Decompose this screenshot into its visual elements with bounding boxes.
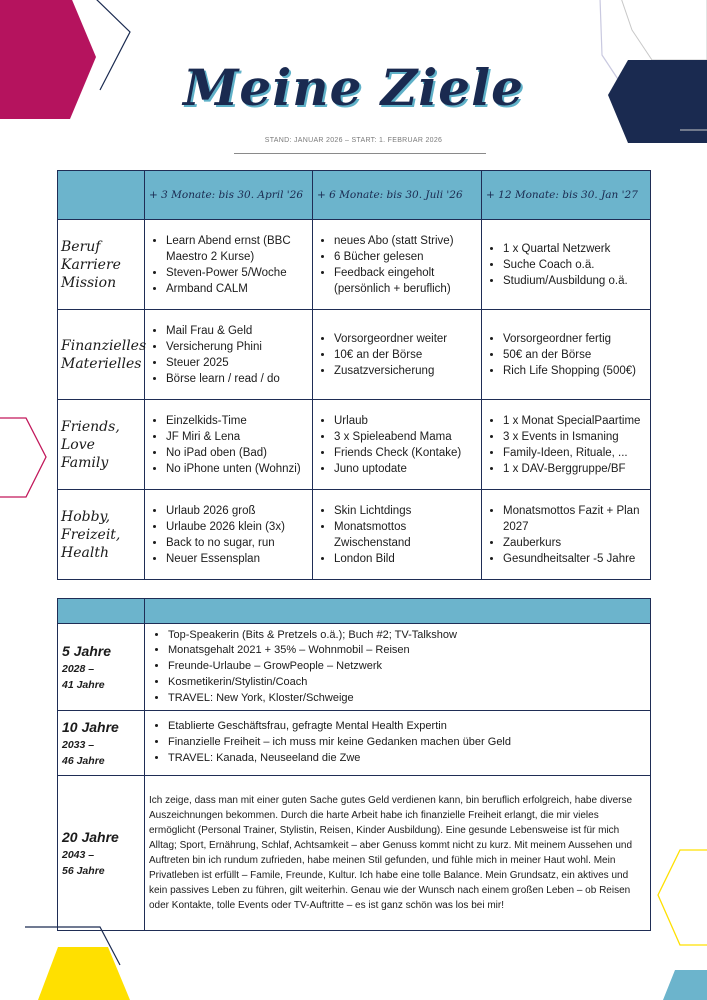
goal-cell bbox=[145, 400, 313, 490]
goal-item: • Zauberkurs bbox=[503, 535, 648, 551]
horizon-item: • TRAVEL: Kanada, Neuseeland die Zwe bbox=[168, 751, 649, 767]
row-label-line: Finanzielles bbox=[61, 337, 147, 354]
goal-cell bbox=[313, 400, 482, 490]
goal-item: • Zusatzversicherung bbox=[334, 363, 479, 379]
goal-item: • Gesundheitsalter -5 Jahre bbox=[503, 551, 648, 567]
row-label-line: Beruf bbox=[61, 238, 101, 255]
goal-item: • Mail Frau & Geld bbox=[166, 323, 310, 339]
page-title: Meine Ziele bbox=[183, 58, 524, 117]
row-label-line: Friends, bbox=[61, 418, 120, 435]
row-label-line: Karriere bbox=[61, 256, 121, 273]
row-label-hobby bbox=[58, 490, 145, 580]
goal-item: • Monatsmottos Zwischenstand bbox=[334, 519, 479, 551]
row-label-line: Hobby, bbox=[61, 508, 111, 525]
horizon-sub: 2028 – bbox=[62, 662, 95, 675]
goal-item: • Studium/Ausbildung o.ä. bbox=[503, 273, 648, 289]
goal-item: • Armband CALM bbox=[166, 281, 310, 297]
horizon-sub: 2043 – bbox=[62, 848, 95, 861]
goal-item: • 3 x Events in Ismaning bbox=[503, 429, 648, 445]
goals-row-hobby bbox=[58, 490, 651, 580]
goal-item: • Rich Life Shopping (500€) bbox=[503, 363, 648, 379]
goal-item: • Urlaub 2026 groß bbox=[166, 503, 310, 519]
goal-item: • No iPhone unten (Wohnzi) bbox=[166, 461, 310, 477]
goal-item: • Feedback eingeholt (persönlich + beruflich) bbox=[334, 265, 479, 297]
goals-row-career bbox=[58, 220, 651, 310]
horizon-label bbox=[58, 711, 145, 776]
goal-cell bbox=[145, 490, 313, 580]
subtitle-divider bbox=[234, 153, 486, 154]
goal-item: • Neuer Essensplan bbox=[166, 551, 310, 567]
goal-item: • Einzelkids-Time bbox=[166, 413, 310, 429]
goal-item: • 6 Bücher gelesen bbox=[334, 249, 479, 265]
row-label-line: Health bbox=[61, 544, 109, 561]
horizon-item: • Finanzielle Freiheit – ich muss mir keine Gedanken machen über Geld bbox=[168, 735, 649, 751]
row-label-line: Love bbox=[61, 436, 95, 453]
horizon-title: 10 Jahre bbox=[62, 718, 119, 735]
goal-item: • Back to no sugar, run bbox=[166, 535, 310, 551]
goal-item: • Vorsorgeordner fertig bbox=[503, 331, 648, 347]
row-label-family bbox=[58, 400, 145, 490]
goal-cell bbox=[482, 310, 651, 400]
goals-header-empty bbox=[58, 171, 145, 220]
goal-item: • 1 x Quartal Netzwerk bbox=[503, 241, 648, 257]
goal-item: • Skin Lichtdings bbox=[334, 503, 479, 519]
hexagon-decoration-left bbox=[0, 415, 50, 505]
horizon-title: 5 Jahre bbox=[62, 642, 112, 659]
row-label-finances bbox=[58, 310, 145, 400]
goal-item: • Urlaube 2026 klein (3x) bbox=[166, 519, 310, 535]
goal-cell bbox=[313, 490, 482, 580]
horizon-header-empty bbox=[145, 599, 651, 624]
goals-header-row bbox=[58, 171, 651, 220]
horizon-item: • Kosmetikerin/Stylistin/Coach bbox=[168, 675, 649, 691]
goals-header-12-months: + 12 Monate: bis 30. Jan '27 bbox=[482, 171, 651, 220]
goal-cell bbox=[145, 220, 313, 310]
goal-item: • Monatsmottos Fazit + Plan 2027 bbox=[503, 503, 648, 535]
goal-cell bbox=[145, 310, 313, 400]
horizon-item: • Top-Speakerin (Bits & Pretzels o.ä.); Buch #2; TV-Talkshow bbox=[168, 628, 649, 644]
goal-cell bbox=[313, 220, 482, 310]
goal-item: • neues Abo (statt Strive) bbox=[334, 233, 479, 249]
goal-cell bbox=[482, 490, 651, 580]
horizon-title: 20 Jahre bbox=[62, 828, 119, 845]
horizon-cell bbox=[145, 624, 651, 711]
goal-item: • 3 x Spieleabend Mama bbox=[334, 429, 479, 445]
horizon-item: • TRAVEL: New York, Kloster/Schweige bbox=[168, 691, 649, 707]
horizon-header-row bbox=[58, 599, 651, 624]
goal-item: • Steuer 2025 bbox=[166, 355, 310, 371]
page-subtitle: STAND: JANUAR 2026 – START: 1. FEBRUAR 2026 bbox=[264, 137, 443, 144]
goal-item: • 10€ an der Börse bbox=[334, 347, 479, 363]
goal-item: • London Bild bbox=[334, 551, 479, 567]
goal-item: • Friends Check (Kontake) bbox=[334, 445, 479, 461]
row-label-career bbox=[58, 220, 145, 310]
row-label-line: Freizeit, bbox=[61, 526, 121, 543]
horizon-table bbox=[57, 598, 651, 931]
horizon-item: • Freunde-Urlaube – GrowPeople – Netzwerk bbox=[168, 659, 649, 675]
goal-item: • Versicherung Phini bbox=[166, 339, 310, 355]
goal-cell bbox=[313, 310, 482, 400]
goal-item: • Steven-Power 5/Woche bbox=[166, 265, 310, 281]
goal-item: • Family-Ideen, Rituale, ... bbox=[503, 445, 648, 461]
horizon-row-10-years bbox=[58, 711, 651, 776]
goal-item: • 50€ an der Börse bbox=[503, 347, 648, 363]
goal-item: • Urlaub bbox=[334, 413, 479, 429]
horizon-row-20-years bbox=[58, 776, 651, 931]
goal-item: • Learn Abend ernst (BBC Maestro 2 Kurse) bbox=[166, 233, 310, 265]
horizon-item: • Etablierte Geschäftsfrau, gefragte Mental Health Expertin bbox=[168, 719, 649, 735]
horizon-sub: 46 Jahre bbox=[62, 754, 105, 767]
horizon-row-5-years bbox=[58, 624, 651, 711]
goal-item: • 1 x DAV-Berggruppe/BF bbox=[503, 461, 648, 477]
goal-cell bbox=[482, 400, 651, 490]
horizon-sub: 56 Jahre bbox=[62, 864, 105, 877]
horizon-label bbox=[58, 776, 145, 931]
goal-item: • 1 x Monat SpecialPaartime bbox=[503, 413, 648, 429]
goal-item: • Juno uptodate bbox=[334, 461, 479, 477]
goal-item: • Vorsorgeordner weiter bbox=[334, 331, 479, 347]
goals-header-3-months: + 3 Monate: bis 30. April '26 bbox=[145, 171, 313, 220]
row-label-line: Family bbox=[61, 454, 109, 471]
goal-item: • Suche Coach o.ä. bbox=[503, 257, 648, 273]
horizon-header-empty bbox=[58, 599, 145, 624]
goal-cell bbox=[482, 220, 651, 310]
row-label-line: Materielles bbox=[61, 355, 142, 372]
hexagon-decoration-bottom-left bbox=[20, 925, 140, 1000]
horizon-cell bbox=[145, 711, 651, 776]
horizon-sub: 2033 – bbox=[62, 738, 95, 751]
goals-row-family bbox=[58, 400, 651, 490]
horizon-label bbox=[58, 624, 145, 711]
goals-header-6-months: + 6 Monate: bis 30. Juli '26 bbox=[313, 171, 482, 220]
horizon-item: • Monatsgehalt 2021 + 35% – Wohnmobil – Reisen bbox=[168, 643, 649, 659]
goals-table bbox=[57, 170, 651, 580]
goal-item: • JF Miri & Lena bbox=[166, 429, 310, 445]
goal-item: • No iPad oben (Bad) bbox=[166, 445, 310, 461]
goals-row-finances bbox=[58, 310, 651, 400]
goal-item: • Börse learn / read / do bbox=[166, 371, 310, 387]
horizon-paragraph: Ich zeige, dass man mit einer guten Sache gutes Geld verdienen kann, bin beruflich erfolgreich, habe diverse Auszeichnungen bekommen. Durch die harte Arbeit habe ich finanzielle Freiheit erlangt, die mir vieles ermöglicht (Personal Trainer, Stylistin, Reisen, Kinder Ausbildung). Eine gesunde Lebensweise ist für mich Alltag; Sport, Ernährung, Schlaf, Achtsamkeit – aber Genuss kommt nicht zu kurz. Mit meinem Aussehen und Auftreten bin ich rundum zufrieden, habe meinen Stil gefunden, und fühle mich in meiner Haut wohl. Mein Privatleben ist erfüllt – Famile, Freunde, Kultur. Ich habe eine tolle Balance. Mein Grundsatz, ein aktives und kein passives Leben zu führen, gilt weiterhin. Genau wie der Wunsch nach einem großen Leben – ob Reisen oder Kontakte, tolle Events oder TV-Auftritte – es ist ganz schön was los bei mir! bbox=[145, 776, 651, 931]
hexagon-decoration-bottom-right bbox=[655, 955, 707, 1000]
row-label-line: Mission bbox=[61, 274, 117, 291]
horizon-sub: 41 Jahre bbox=[62, 678, 105, 691]
